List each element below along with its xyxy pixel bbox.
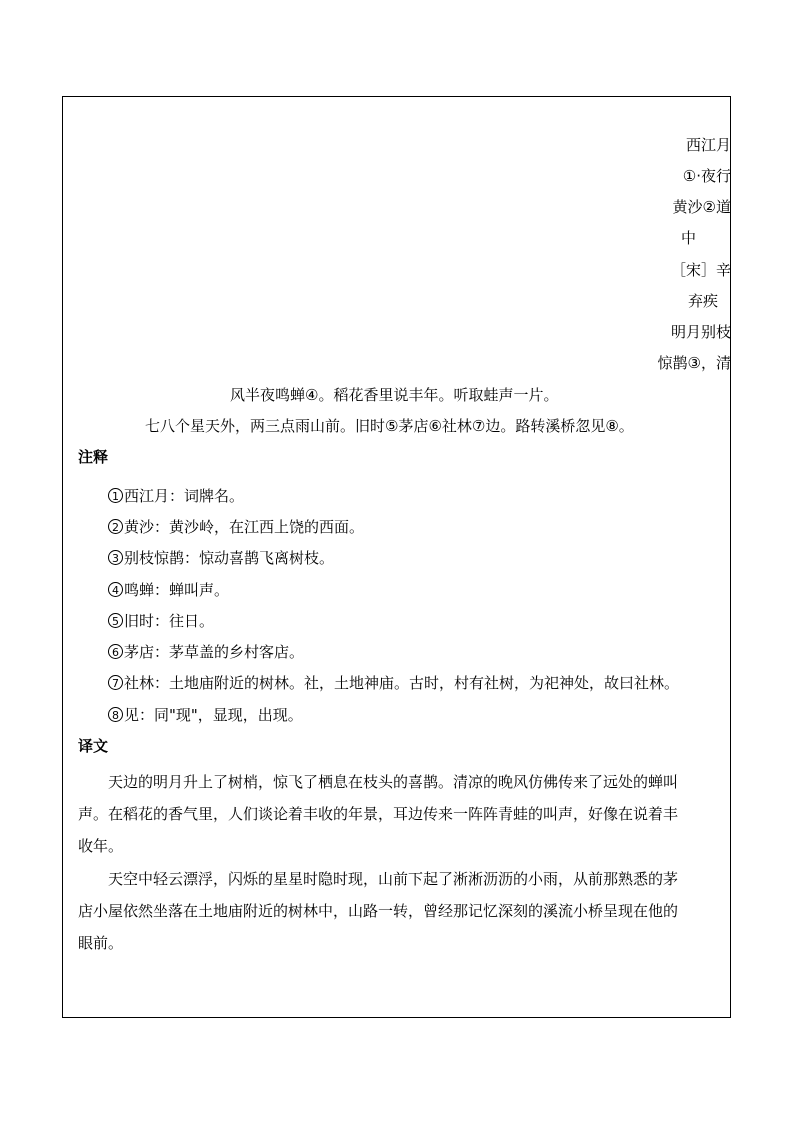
poem-title-line: ①·夜行	[682, 167, 731, 185]
translation-line: 眼前。	[78, 934, 124, 952]
translation-heading: 译文	[78, 737, 109, 755]
poem-verse-line: 风半夜鸣蝉④。稻花香里说丰年。听取蛙声一片。	[230, 386, 559, 404]
note-number: 6	[108, 644, 123, 659]
translation-line: 店小屋依然坐落在土地庙附近的树林中，山路一转，曾经那记忆深刻的溪流小桥呈现在他的	[78, 902, 679, 920]
poem-title-line: 中	[680, 229, 696, 247]
poem-author-line: 弃疾	[687, 292, 718, 310]
note-item	[108, 517, 364, 537]
note-text: 西江月：词牌名。	[124, 487, 245, 505]
translation-line: 天边的明月升上了树梢，惊飞了栖息在枝头的喜鹊。清凉的晚风仿佛传来了远处的蝉叫	[108, 773, 679, 791]
note-text: 鸣蝉：蝉叫声。	[124, 581, 230, 599]
note-text: 别枝惊鹊：惊动喜鹊飞离树枝。	[124, 549, 335, 567]
note-text: 社林：土地庙附近的树林。社，土地神庙。古时，村有社树，为祀神处，故曰社林。	[124, 674, 680, 692]
note-item	[108, 611, 214, 631]
poem-verse-line: 七八个星天外，两三点雨山前。旧时⑤茅店⑥社林⑦边。路转溪桥忽见⑧。	[145, 417, 634, 435]
note-item	[108, 580, 229, 600]
note-number: 4	[108, 582, 123, 597]
translation-line: 收年。	[78, 837, 124, 855]
note-item	[108, 642, 304, 662]
note-text: 旧时：往日。	[124, 612, 215, 630]
note-text: 见：同"现"，显现，出现。	[124, 706, 303, 724]
poem-title-line: 西江月	[685, 136, 731, 154]
note-item	[108, 486, 244, 506]
note-number: 2	[108, 519, 123, 534]
note-number: 5	[108, 613, 123, 628]
note-number: 1	[108, 488, 123, 503]
poem-verse-line: 惊鹊③，清	[657, 354, 731, 372]
note-number: 8	[108, 707, 123, 722]
poem-title-line: 黄沙②道	[672, 198, 731, 216]
note-number: 7	[108, 675, 123, 690]
note-text: 黄沙：黄沙岭，在江西上饶的西面。	[124, 518, 365, 536]
notes-heading: 注释	[78, 448, 109, 466]
translation-line: 声。在稻花的香气里，人们谈论着丰收的年景，耳边传来一阵阵青蛙的叫声，好像在说着丰	[78, 805, 679, 823]
note-number: 3	[108, 550, 123, 565]
poem-author-line: ［宋］辛	[670, 261, 731, 279]
note-text: 茅店：茅草盖的乡村客店。	[124, 643, 305, 661]
note-item	[108, 705, 303, 725]
translation-line: 天空中轻云漂浮，闪烁的星星时隐时现，山前下起了淅淅沥沥的小雨，从前那熟悉的茅	[108, 870, 679, 888]
note-item	[108, 673, 679, 693]
poem-verse-line: 明月别枝	[670, 323, 731, 341]
note-item	[108, 548, 334, 568]
